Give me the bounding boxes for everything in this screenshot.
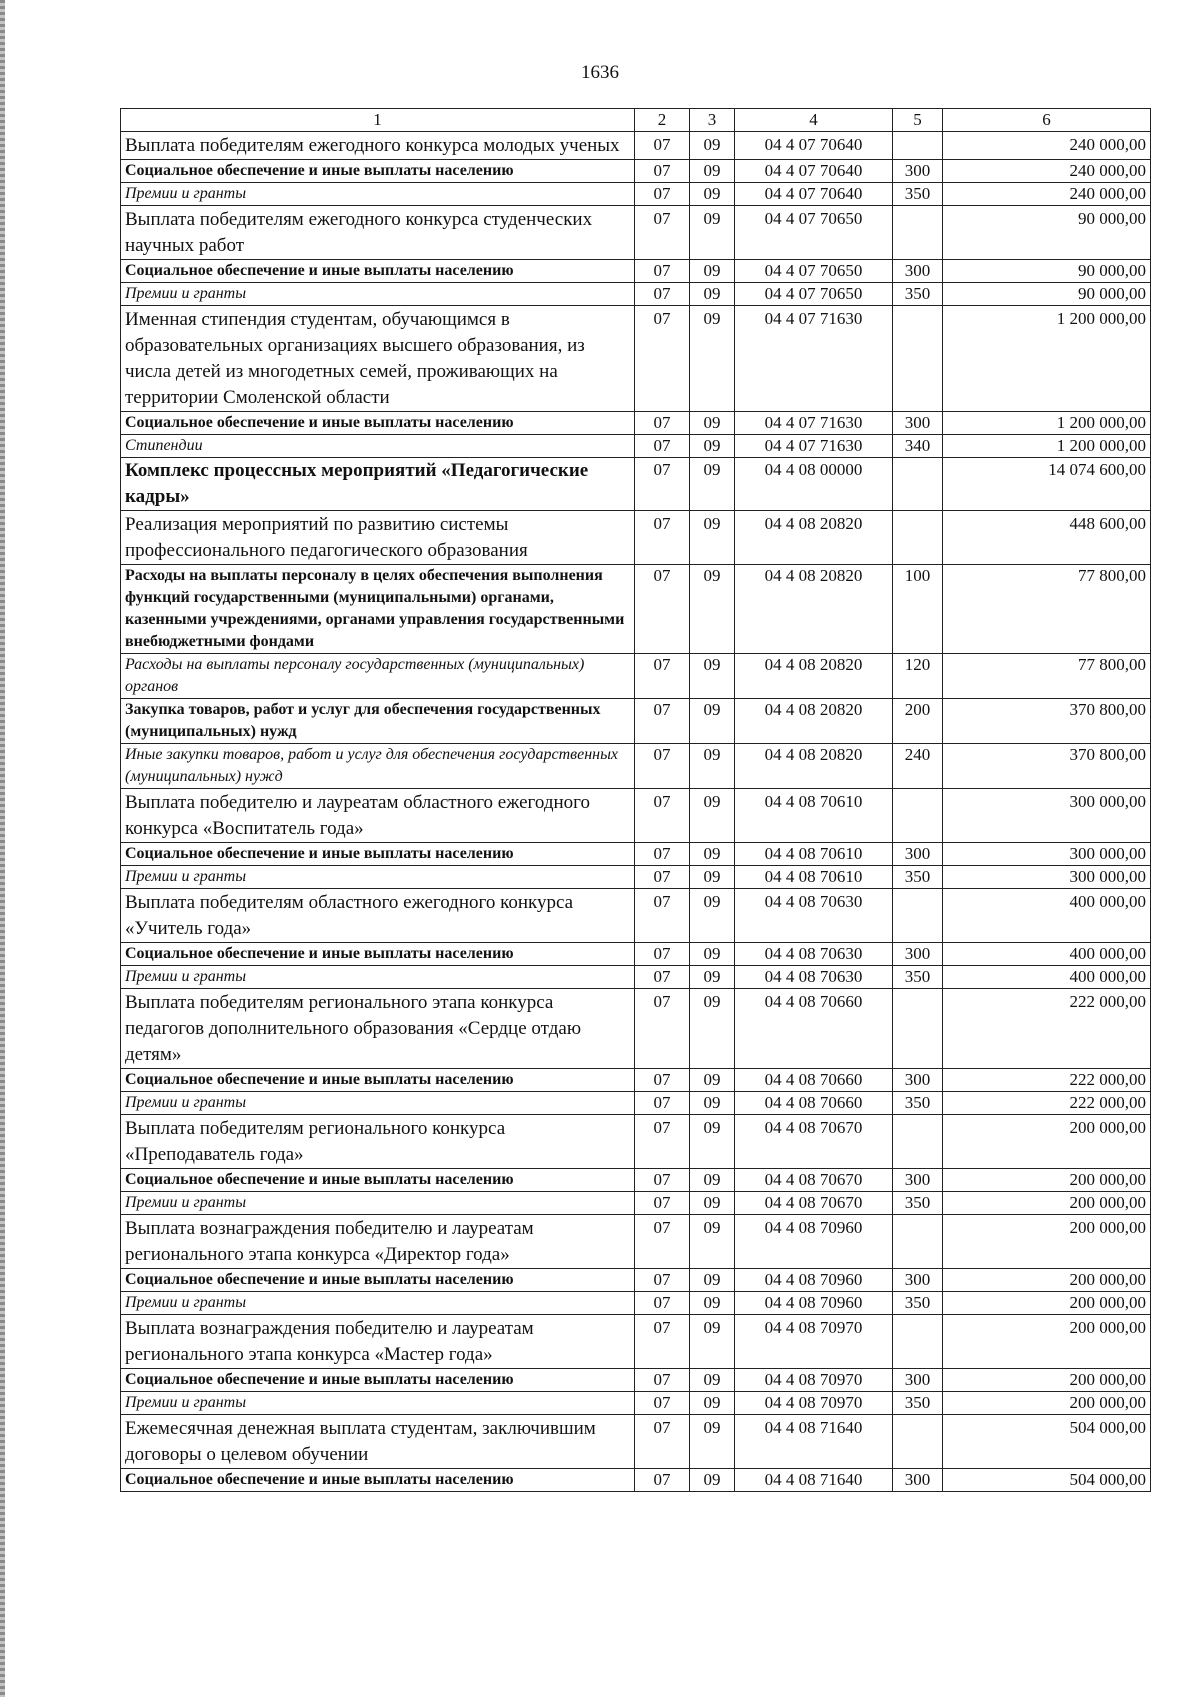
table-row xyxy=(121,744,1151,789)
cell-section-code: 07 xyxy=(635,206,690,260)
cell-name: Социальное обеспечение и иные выплаты населению xyxy=(121,1369,635,1392)
cell-amount: 400 000,00 xyxy=(943,889,1151,943)
cell-expense-type xyxy=(893,889,943,943)
cell-target-code: 04 4 08 70630 xyxy=(735,889,893,943)
cell-expense-type: 300 xyxy=(893,843,943,866)
cell-subsection-code: 09 xyxy=(690,654,735,699)
cell-target-code: 04 4 08 71640 xyxy=(735,1469,893,1492)
cell-name: Выплата вознаграждения победителю и лауреатам регионального этапа конкурса «Мастер года» xyxy=(121,1315,635,1369)
cell-name: Социальное обеспечение и иные выплаты населению xyxy=(121,412,635,435)
cell-section-code: 07 xyxy=(635,306,690,412)
cell-target-code: 04 4 08 20820 xyxy=(735,699,893,744)
cell-name: Стипендии xyxy=(121,435,635,458)
cell-target-code: 04 4 08 71640 xyxy=(735,1415,893,1469)
cell-target-code: 04 4 08 20820 xyxy=(735,744,893,789)
cell-section-code: 07 xyxy=(635,458,690,511)
cell-expense-type xyxy=(893,1415,943,1469)
cell-target-code: 04 4 08 70970 xyxy=(735,1369,893,1392)
cell-expense-type: 350 xyxy=(893,1292,943,1315)
cell-amount: 14 074 600,00 xyxy=(943,458,1151,511)
cell-expense-type xyxy=(893,1115,943,1169)
table-row xyxy=(121,458,1151,511)
cell-target-code: 04 4 07 70650 xyxy=(735,260,893,283)
cell-section-code: 07 xyxy=(635,654,690,699)
cell-subsection-code: 09 xyxy=(690,866,735,889)
cell-name: Социальное обеспечение и иные выплаты населению xyxy=(121,1269,635,1292)
cell-expense-type: 340 xyxy=(893,435,943,458)
cell-target-code: 04 4 08 70610 xyxy=(735,843,893,866)
table-row xyxy=(121,1115,1151,1169)
cell-amount: 300 000,00 xyxy=(943,789,1151,843)
table-row xyxy=(121,1192,1151,1215)
cell-section-code: 07 xyxy=(635,1315,690,1369)
cell-expense-type: 300 xyxy=(893,160,943,183)
cell-subsection-code: 09 xyxy=(690,206,735,260)
cell-name: Выплата победителю и лауреатам областного ежегодного конкурса «Воспитатель года» xyxy=(121,789,635,843)
cell-expense-type: 300 xyxy=(893,943,943,966)
header-cell: 3 xyxy=(690,109,735,132)
cell-section-code: 07 xyxy=(635,699,690,744)
cell-subsection-code: 09 xyxy=(690,412,735,435)
table-row xyxy=(121,183,1151,206)
table-row xyxy=(121,260,1151,283)
cell-target-code: 04 4 08 70970 xyxy=(735,1315,893,1369)
cell-amount: 1 200 000,00 xyxy=(943,306,1151,412)
cell-target-code: 04 4 08 70960 xyxy=(735,1215,893,1269)
cell-name: Выплата победителям областного ежегодного конкурса «Учитель года» xyxy=(121,889,635,943)
cell-expense-type: 120 xyxy=(893,654,943,699)
header-cell: 6 xyxy=(943,109,1151,132)
cell-amount: 200 000,00 xyxy=(943,1292,1151,1315)
cell-target-code: 04 4 08 70630 xyxy=(735,966,893,989)
cell-target-code: 04 4 07 70650 xyxy=(735,206,893,260)
table-row xyxy=(121,1469,1151,1492)
cell-target-code: 04 4 08 70670 xyxy=(735,1169,893,1192)
cell-amount: 200 000,00 xyxy=(943,1392,1151,1415)
table-row xyxy=(121,412,1151,435)
cell-expense-type xyxy=(893,1315,943,1369)
cell-subsection-code: 09 xyxy=(690,943,735,966)
table-row xyxy=(121,889,1151,943)
cell-amount: 77 800,00 xyxy=(943,654,1151,699)
budget-table xyxy=(120,108,1151,1492)
cell-subsection-code: 09 xyxy=(690,132,735,160)
cell-section-code: 07 xyxy=(635,132,690,160)
cell-amount: 77 800,00 xyxy=(943,565,1151,654)
cell-subsection-code: 09 xyxy=(690,789,735,843)
cell-subsection-code: 09 xyxy=(690,183,735,206)
cell-name: Социальное обеспечение и иные выплаты населению xyxy=(121,260,635,283)
cell-amount: 504 000,00 xyxy=(943,1415,1151,1469)
table-row xyxy=(121,283,1151,306)
cell-name: Социальное обеспечение и иные выплаты населению xyxy=(121,160,635,183)
cell-subsection-code: 09 xyxy=(690,989,735,1069)
cell-section-code: 07 xyxy=(635,183,690,206)
cell-section-code: 07 xyxy=(635,789,690,843)
cell-section-code: 07 xyxy=(635,1415,690,1469)
table-row xyxy=(121,1292,1151,1315)
cell-subsection-code: 09 xyxy=(690,565,735,654)
cell-name: Иные закупки товаров, работ и услуг для обеспечения государственных (муниципальных) нужд xyxy=(121,744,635,789)
cell-name: Комплекс процессных мероприятий «Педагогические кадры» xyxy=(121,458,635,511)
cell-section-code: 07 xyxy=(635,1069,690,1092)
cell-expense-type: 300 xyxy=(893,1169,943,1192)
table-row xyxy=(121,1269,1151,1292)
table-row xyxy=(121,866,1151,889)
header-cell: 1 xyxy=(121,109,635,132)
table-row xyxy=(121,435,1151,458)
table-row xyxy=(121,1215,1151,1269)
cell-expense-type: 300 xyxy=(893,1469,943,1492)
table-row xyxy=(121,1092,1151,1115)
cell-target-code: 04 4 08 70610 xyxy=(735,789,893,843)
cell-amount: 222 000,00 xyxy=(943,1092,1151,1115)
cell-subsection-code: 09 xyxy=(690,1292,735,1315)
cell-amount: 200 000,00 xyxy=(943,1215,1151,1269)
cell-target-code: 04 4 08 20820 xyxy=(735,511,893,565)
cell-amount: 400 000,00 xyxy=(943,943,1151,966)
cell-expense-type xyxy=(893,458,943,511)
cell-section-code: 07 xyxy=(635,943,690,966)
cell-section-code: 07 xyxy=(635,435,690,458)
cell-amount: 1 200 000,00 xyxy=(943,435,1151,458)
cell-section-code: 07 xyxy=(635,966,690,989)
cell-name: Премии и гранты xyxy=(121,1292,635,1315)
cell-expense-type xyxy=(893,789,943,843)
cell-section-code: 07 xyxy=(635,160,690,183)
cell-expense-type: 350 xyxy=(893,866,943,889)
cell-target-code: 04 4 08 70960 xyxy=(735,1292,893,1315)
cell-subsection-code: 09 xyxy=(690,1169,735,1192)
header-cell: 5 xyxy=(893,109,943,132)
cell-subsection-code: 09 xyxy=(690,260,735,283)
cell-subsection-code: 09 xyxy=(690,435,735,458)
table-row xyxy=(121,966,1151,989)
cell-subsection-code: 09 xyxy=(690,306,735,412)
cell-name: Социальное обеспечение и иные выплаты населению xyxy=(121,1069,635,1092)
cell-section-code: 07 xyxy=(635,889,690,943)
cell-section-code: 07 xyxy=(635,866,690,889)
cell-target-code: 04 4 08 70610 xyxy=(735,866,893,889)
table-row xyxy=(121,160,1151,183)
cell-section-code: 07 xyxy=(635,1469,690,1492)
cell-name: Премии и гранты xyxy=(121,283,635,306)
cell-target-code: 04 4 07 70640 xyxy=(735,160,893,183)
cell-subsection-code: 09 xyxy=(690,160,735,183)
cell-section-code: 07 xyxy=(635,511,690,565)
cell-name: Закупка товаров, работ и услуг для обеспечения государственных (муниципальных) нужд xyxy=(121,699,635,744)
cell-amount: 222 000,00 xyxy=(943,1069,1151,1092)
table-row xyxy=(121,943,1151,966)
cell-target-code: 04 4 08 20820 xyxy=(735,565,893,654)
cell-amount: 370 800,00 xyxy=(943,699,1151,744)
cell-name: Выплата победителям регионального конкурса «Преподаватель года» xyxy=(121,1115,635,1169)
cell-expense-type: 200 xyxy=(893,699,943,744)
cell-section-code: 07 xyxy=(635,260,690,283)
table-row xyxy=(121,789,1151,843)
cell-subsection-code: 09 xyxy=(690,1115,735,1169)
cell-section-code: 07 xyxy=(635,1292,690,1315)
cell-subsection-code: 09 xyxy=(690,1269,735,1292)
cell-expense-type: 300 xyxy=(893,1369,943,1392)
cell-section-code: 07 xyxy=(635,989,690,1069)
cell-name: Социальное обеспечение и иные выплаты населению xyxy=(121,1169,635,1192)
cell-target-code: 04 4 08 70670 xyxy=(735,1115,893,1169)
cell-target-code: 04 4 07 71630 xyxy=(735,435,893,458)
cell-name: Именная стипендия студентам, обучающимся в образовательных организациях высшего образования, из числа детей из многодетных семей, проживающих на территории Смоленской области xyxy=(121,306,635,412)
cell-subsection-code: 09 xyxy=(690,1092,735,1115)
cell-amount: 200 000,00 xyxy=(943,1369,1151,1392)
cell-expense-type: 350 xyxy=(893,1192,943,1215)
cell-amount: 448 600,00 xyxy=(943,511,1151,565)
cell-section-code: 07 xyxy=(635,1215,690,1269)
cell-subsection-code: 09 xyxy=(690,458,735,511)
cell-amount: 240 000,00 xyxy=(943,183,1151,206)
cell-name: Социальное обеспечение и иные выплаты населению xyxy=(121,943,635,966)
cell-amount: 200 000,00 xyxy=(943,1169,1151,1192)
cell-section-code: 07 xyxy=(635,1115,690,1169)
cell-subsection-code: 09 xyxy=(690,889,735,943)
cell-target-code: 04 4 08 70660 xyxy=(735,1069,893,1092)
cell-name: Выплата победителям ежегодного конкурса молодых ученых xyxy=(121,132,635,160)
cell-section-code: 07 xyxy=(635,1192,690,1215)
table-row xyxy=(121,306,1151,412)
cell-expense-type xyxy=(893,206,943,260)
cell-section-code: 07 xyxy=(635,843,690,866)
cell-expense-type xyxy=(893,1215,943,1269)
cell-expense-type: 300 xyxy=(893,1069,943,1092)
table-body xyxy=(121,109,1151,1492)
cell-section-code: 07 xyxy=(635,283,690,306)
table-row xyxy=(121,1315,1151,1369)
cell-expense-type xyxy=(893,306,943,412)
cell-section-code: 07 xyxy=(635,744,690,789)
cell-amount: 370 800,00 xyxy=(943,744,1151,789)
cell-amount: 90 000,00 xyxy=(943,283,1151,306)
cell-expense-type: 240 xyxy=(893,744,943,789)
header-cell: 4 xyxy=(735,109,893,132)
cell-target-code: 04 4 08 70670 xyxy=(735,1192,893,1215)
cell-section-code: 07 xyxy=(635,412,690,435)
cell-name: Ежемесячная денежная выплата студентам, заключившим договоры о целевом обучении xyxy=(121,1415,635,1469)
table-row xyxy=(121,1392,1151,1415)
cell-name: Социальное обеспечение и иные выплаты населению xyxy=(121,1469,635,1492)
cell-name: Реализация мероприятий по развитию системы профессионального педагогического образования xyxy=(121,511,635,565)
cell-amount: 200 000,00 xyxy=(943,1315,1151,1369)
cell-amount: 1 200 000,00 xyxy=(943,412,1151,435)
cell-subsection-code: 09 xyxy=(690,511,735,565)
cell-target-code: 04 4 08 70630 xyxy=(735,943,893,966)
cell-expense-type: 300 xyxy=(893,1269,943,1292)
cell-expense-type: 300 xyxy=(893,260,943,283)
cell-amount: 200 000,00 xyxy=(943,1115,1151,1169)
table-row xyxy=(121,132,1151,160)
cell-amount: 240 000,00 xyxy=(943,160,1151,183)
cell-subsection-code: 09 xyxy=(690,1315,735,1369)
cell-section-code: 07 xyxy=(635,1269,690,1292)
cell-subsection-code: 09 xyxy=(690,1415,735,1469)
cell-subsection-code: 09 xyxy=(690,699,735,744)
cell-target-code: 04 4 07 71630 xyxy=(735,412,893,435)
cell-amount: 200 000,00 xyxy=(943,1192,1151,1215)
cell-expense-type: 350 xyxy=(893,1392,943,1415)
cell-expense-type xyxy=(893,989,943,1069)
cell-subsection-code: 09 xyxy=(690,744,735,789)
cell-section-code: 07 xyxy=(635,1169,690,1192)
cell-name: Расходы на выплаты персоналу государственных (муниципальных) органов xyxy=(121,654,635,699)
cell-amount: 90 000,00 xyxy=(943,206,1151,260)
cell-section-code: 07 xyxy=(635,1392,690,1415)
table-row xyxy=(121,654,1151,699)
cell-subsection-code: 09 xyxy=(690,1069,735,1092)
cell-expense-type: 350 xyxy=(893,966,943,989)
cell-expense-type: 300 xyxy=(893,412,943,435)
cell-name: Расходы на выплаты персоналу в целях обеспечения выполнения функций государственными (муниципальными) органами, казенными учреждениями, органами управления государственными внебюджетными фондами xyxy=(121,565,635,654)
table-row xyxy=(121,1169,1151,1192)
scan-edge xyxy=(0,0,5,1697)
cell-name: Премии и гранты xyxy=(121,183,635,206)
cell-name: Премии и гранты xyxy=(121,1392,635,1415)
cell-expense-type xyxy=(893,511,943,565)
cell-subsection-code: 09 xyxy=(690,843,735,866)
cell-expense-type: 350 xyxy=(893,283,943,306)
cell-name: Выплата победителям регионального этапа конкурса педагогов дополнительного образования «Сердце отдаю детям» xyxy=(121,989,635,1069)
table-row xyxy=(121,1069,1151,1092)
cell-name: Выплата вознаграждения победителю и лауреатам регионального этапа конкурса «Директор года» xyxy=(121,1215,635,1269)
cell-name: Премии и гранты xyxy=(121,1192,635,1215)
cell-amount: 90 000,00 xyxy=(943,260,1151,283)
table-row xyxy=(121,1369,1151,1392)
cell-subsection-code: 09 xyxy=(690,283,735,306)
cell-amount: 400 000,00 xyxy=(943,966,1151,989)
cell-amount: 222 000,00 xyxy=(943,989,1151,1069)
cell-target-code: 04 4 08 70970 xyxy=(735,1392,893,1415)
table-row xyxy=(121,699,1151,744)
cell-target-code: 04 4 07 70650 xyxy=(735,283,893,306)
cell-target-code: 04 4 07 71630 xyxy=(735,306,893,412)
cell-subsection-code: 09 xyxy=(690,1369,735,1392)
cell-target-code: 04 4 08 20820 xyxy=(735,654,893,699)
header-row xyxy=(121,109,1151,132)
cell-amount: 300 000,00 xyxy=(943,843,1151,866)
cell-section-code: 07 xyxy=(635,1369,690,1392)
page-number: 1636 xyxy=(581,62,619,83)
header-cell: 2 xyxy=(635,109,690,132)
table-row xyxy=(121,843,1151,866)
cell-subsection-code: 09 xyxy=(690,1215,735,1269)
cell-subsection-code: 09 xyxy=(690,1469,735,1492)
cell-name: Социальное обеспечение и иные выплаты населению xyxy=(121,843,635,866)
cell-target-code: 04 4 08 00000 xyxy=(735,458,893,511)
cell-amount: 300 000,00 xyxy=(943,866,1151,889)
cell-target-code: 04 4 07 70640 xyxy=(735,183,893,206)
cell-name: Премии и гранты xyxy=(121,966,635,989)
table-row xyxy=(121,511,1151,565)
cell-subsection-code: 09 xyxy=(690,1392,735,1415)
cell-name: Премии и гранты xyxy=(121,866,635,889)
cell-section-code: 07 xyxy=(635,565,690,654)
cell-expense-type: 100 xyxy=(893,565,943,654)
cell-target-code: 04 4 08 70660 xyxy=(735,989,893,1069)
cell-target-code: 04 4 08 70660 xyxy=(735,1092,893,1115)
table-row xyxy=(121,989,1151,1069)
cell-subsection-code: 09 xyxy=(690,966,735,989)
cell-amount: 240 000,00 xyxy=(943,132,1151,160)
cell-name: Выплата победителям ежегодного конкурса студенческих научных работ xyxy=(121,206,635,260)
cell-subsection-code: 09 xyxy=(690,1192,735,1215)
cell-target-code: 04 4 08 70960 xyxy=(735,1269,893,1292)
cell-target-code: 04 4 07 70640 xyxy=(735,132,893,160)
cell-amount: 504 000,00 xyxy=(943,1469,1151,1492)
cell-section-code: 07 xyxy=(635,1092,690,1115)
cell-name: Премии и гранты xyxy=(121,1092,635,1115)
cell-expense-type: 350 xyxy=(893,1092,943,1115)
cell-expense-type: 350 xyxy=(893,183,943,206)
table-row xyxy=(121,206,1151,260)
table-row xyxy=(121,565,1151,654)
cell-expense-type xyxy=(893,132,943,160)
cell-amount: 200 000,00 xyxy=(943,1269,1151,1292)
table-row xyxy=(121,1415,1151,1469)
